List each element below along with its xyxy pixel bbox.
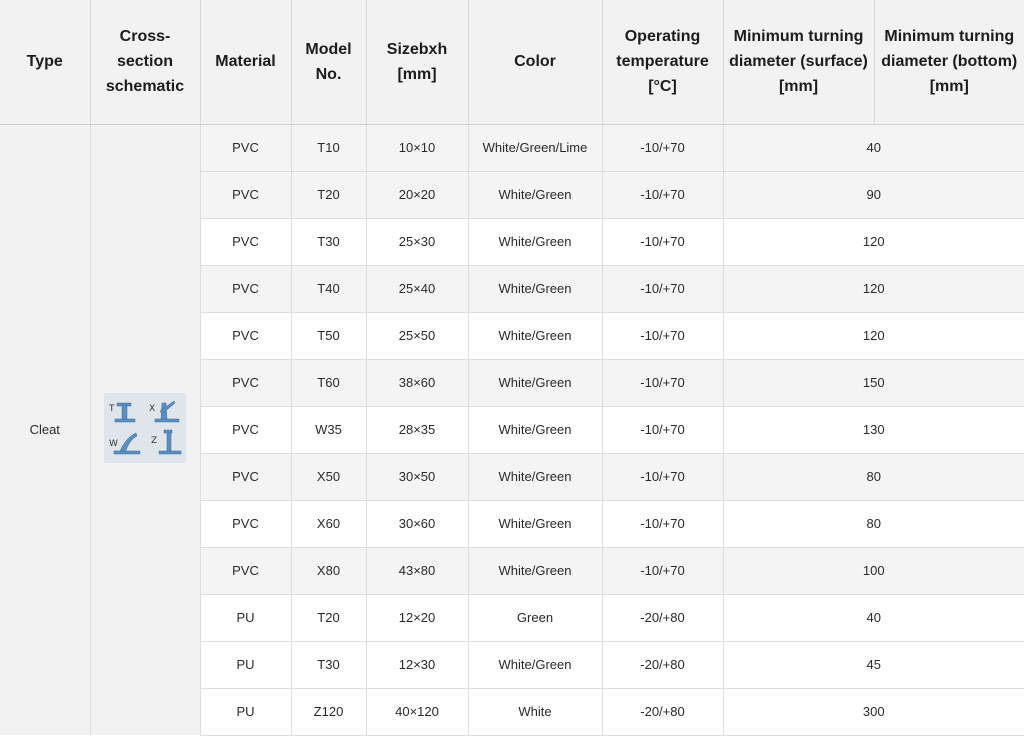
size-cell: 10×10 (366, 124, 468, 171)
material-cell: PVC (200, 171, 291, 218)
material-cell: PVC (200, 500, 291, 547)
temperature-cell: -10/+70 (602, 406, 723, 453)
color-cell: White/Green (468, 359, 602, 406)
table-row (0, 124, 1024, 171)
material-cell: PU (200, 641, 291, 688)
temperature-cell: -10/+70 (602, 171, 723, 218)
temperature-cell: -10/+70 (602, 265, 723, 312)
color-cell: White/Green (468, 641, 602, 688)
material-cell: PVC (200, 453, 291, 500)
header-diameter-bottom: Minimum turning diameter (bottom) [mm] (874, 0, 1024, 124)
temperature-cell: -10/+70 (602, 218, 723, 265)
color-cell: White/Green (468, 171, 602, 218)
schematic-letter: Z (151, 436, 158, 447)
header-temperature: Operating temperature [°C] (602, 0, 723, 124)
color-cell: White/Green (468, 500, 602, 547)
material-cell: PVC (200, 312, 291, 359)
size-cell: 12×30 (366, 641, 468, 688)
cross-section-schematic-image (104, 393, 186, 463)
material-cell: PVC (200, 406, 291, 453)
color-cell: White/Green (468, 218, 602, 265)
diameter-cell: 120 (723, 312, 1024, 359)
model-cell: T50 (291, 312, 366, 359)
size-cell: 20×20 (366, 171, 468, 218)
diameter-cell: 120 (723, 265, 1024, 312)
header-diameter-surface: Minimum turning diameter (surface) [mm] (723, 0, 874, 124)
size-cell: 30×50 (366, 453, 468, 500)
model-cell: T30 (291, 218, 366, 265)
temperature-cell: -10/+70 (602, 453, 723, 500)
header-row (0, 0, 1024, 124)
material-cell: PVC (200, 547, 291, 594)
model-cell: T20 (291, 171, 366, 218)
color-cell: Green (468, 594, 602, 641)
model-cell: T40 (291, 265, 366, 312)
model-cell: W35 (291, 406, 366, 453)
temperature-cell: -10/+70 (602, 500, 723, 547)
header-schematic: Cross-section schematic (90, 0, 200, 124)
diameter-cell: 40 (723, 124, 1024, 171)
diameter-cell: 130 (723, 406, 1024, 453)
size-cell: 28×35 (366, 406, 468, 453)
model-cell: X80 (291, 547, 366, 594)
schematic-letter: W (109, 439, 118, 450)
diameter-cell: 150 (723, 359, 1024, 406)
model-cell: X50 (291, 453, 366, 500)
temperature-cell: -20/+80 (602, 688, 723, 735)
header-material: Material (200, 0, 291, 124)
size-cell: 43×80 (366, 547, 468, 594)
temperature-cell: -10/+70 (602, 547, 723, 594)
color-cell: White/Green (468, 547, 602, 594)
temperature-cell: -10/+70 (602, 359, 723, 406)
schematic-cell (90, 124, 200, 735)
header-size: Sizebxh [mm] (366, 0, 468, 124)
size-cell: 12×20 (366, 594, 468, 641)
header-model: Model No. (291, 0, 366, 124)
color-cell: White/Green (468, 453, 602, 500)
schematic-letter: T (109, 404, 115, 415)
temperature-cell: -20/+80 (602, 641, 723, 688)
diameter-cell: 80 (723, 500, 1024, 547)
color-cell: White/Green (468, 265, 602, 312)
header-color: Color (468, 0, 602, 124)
size-cell: 25×40 (366, 265, 468, 312)
size-cell: 25×30 (366, 218, 468, 265)
model-cell: T60 (291, 359, 366, 406)
model-cell: T20 (291, 594, 366, 641)
header-type: Type (0, 0, 90, 124)
material-cell: PU (200, 688, 291, 735)
material-cell: PVC (200, 218, 291, 265)
color-cell: White/Green/Lime (468, 124, 602, 171)
size-cell: 38×60 (366, 359, 468, 406)
model-cell: Z120 (291, 688, 366, 735)
schematic-letter: X (149, 404, 156, 415)
size-cell: 30×60 (366, 500, 468, 547)
diameter-cell: 90 (723, 171, 1024, 218)
diameter-cell: 80 (723, 453, 1024, 500)
temperature-cell: -10/+70 (602, 124, 723, 171)
material-cell: PVC (200, 265, 291, 312)
material-cell: PU (200, 594, 291, 641)
color-cell: White (468, 688, 602, 735)
material-cell: PVC (200, 124, 291, 171)
temperature-cell: -20/+80 (602, 594, 723, 641)
size-cell: 40×120 (366, 688, 468, 735)
color-cell: White/Green (468, 406, 602, 453)
model-cell: T30 (291, 641, 366, 688)
size-cell: 25×50 (366, 312, 468, 359)
diameter-cell: 100 (723, 547, 1024, 594)
diameter-cell: 40 (723, 594, 1024, 641)
color-cell: White/Green (468, 312, 602, 359)
material-cell: PVC (200, 359, 291, 406)
diameter-cell: 120 (723, 218, 1024, 265)
type-cell: Cleat (0, 124, 90, 735)
model-cell: T10 (291, 124, 366, 171)
diameter-cell: 300 (723, 688, 1024, 735)
temperature-cell: -10/+70 (602, 312, 723, 359)
diameter-cell: 45 (723, 641, 1024, 688)
model-cell: X60 (291, 500, 366, 547)
